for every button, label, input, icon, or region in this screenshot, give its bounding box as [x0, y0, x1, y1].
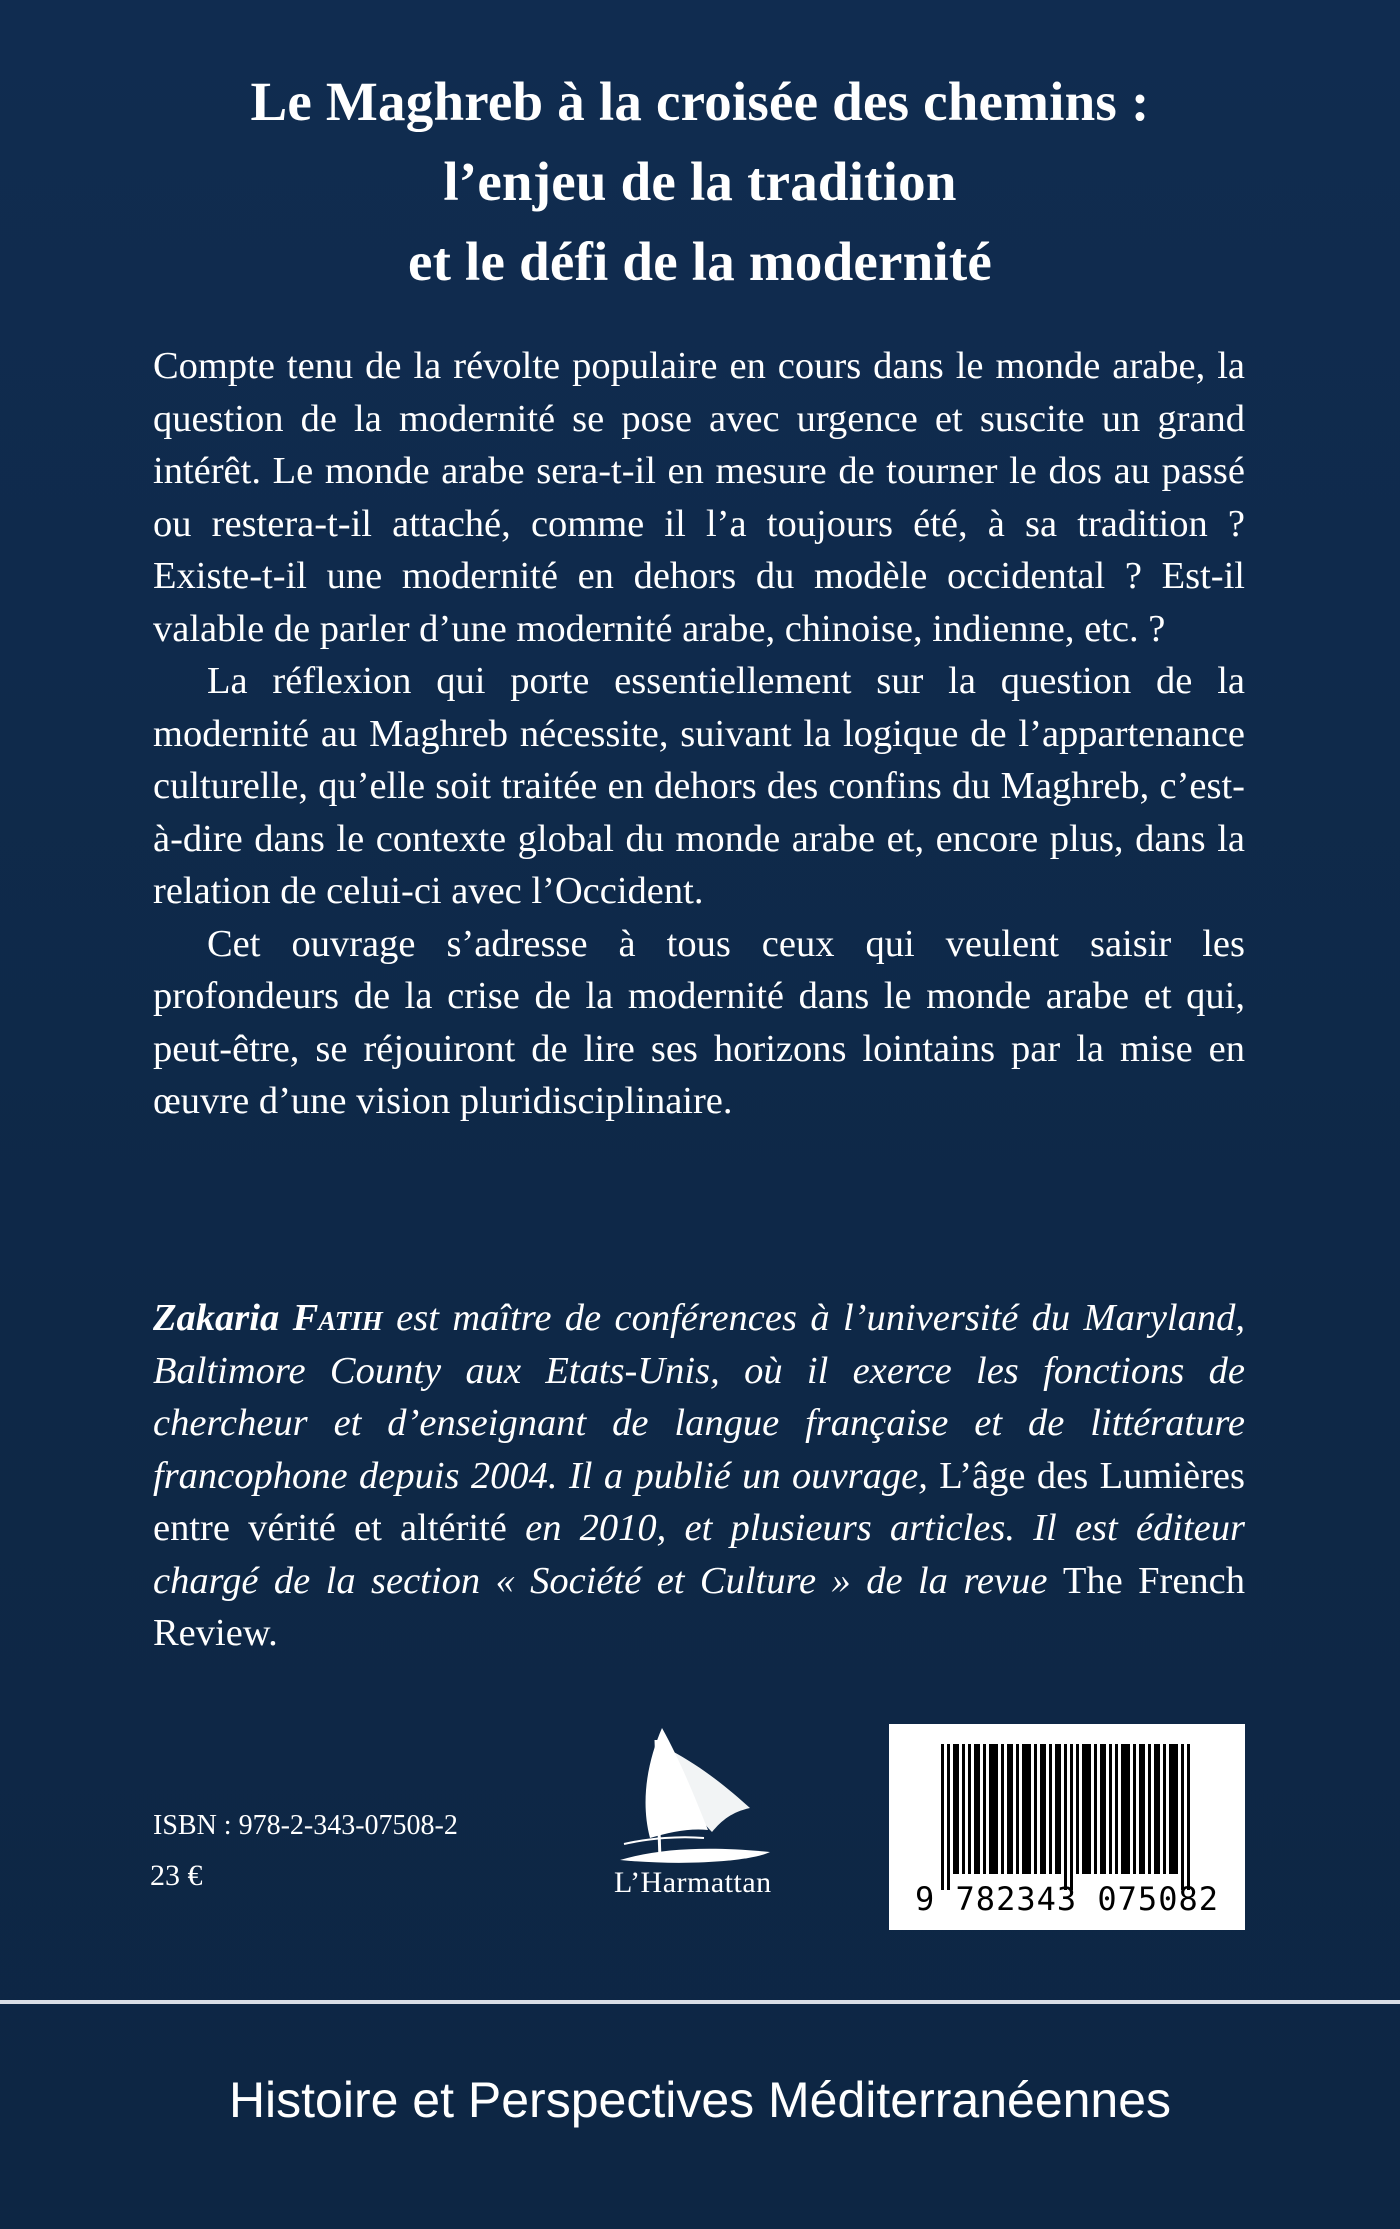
summary-text — [153, 340, 1245, 1128]
author-bio — [153, 1292, 1245, 1660]
title-line-1: Le Maghreb à la croisée des chemins : — [250, 71, 1150, 132]
title-line-3: et le défi de la modernité — [407, 231, 993, 292]
publisher-name: L’Harmattan — [614, 1866, 772, 1899]
author-last-name: Fatih — [292, 1297, 383, 1339]
book-title — [100, 62, 1300, 302]
isbn: ISBN : 978-2-343-07508-2 — [153, 1810, 458, 1841]
title-line-2: l’enjeu de la tradition — [443, 151, 957, 212]
bio-text-1: est maître de conférences à l’université du Maryland, Baltimore County aux Etats-Unis, où il exerce les fonctions de chercheur et d’enseignant de langue française et de littérature francophone depuis 2004. Il a publié un ouvrage, — [153, 1297, 1246, 1497]
barcode-number: 9 782343 075082 — [915, 1880, 1219, 1918]
divider — [0, 2000, 1400, 2004]
bio-text-2: en 2010, et plusieurs articles. Il est éditeur chargé de la section « Société et Culture » de la revue — [153, 1507, 1245, 1602]
summary-paragraph-3: Cet ouvrage s’adresse à tous ceux qui veulent saisir les profondeurs de la crise de la modernité dans le monde arabe et qui, peut-être, se réjouiront de lire ses horizons lointains par la mise en œuvre d’une vision pluridisciplinaire. — [153, 922, 1245, 1122]
bio-journal-title: The French Review — [153, 1559, 1246, 1654]
price: 23 € — [150, 1859, 203, 1892]
summary-paragraph-2: La réflexion qui porte essentiellement sur la question de la modernité au Maghreb nécessite, suivant la logique de l’appartenance culturelle, qu’elle soit traitée en dehors des confins du Maghreb, c’est-à-dire dans le contexte global du monde arabe et, encore plus, dans la relation de celui-ci avec l’Occident. — [153, 660, 1245, 912]
author-first-name: Zakaria — [153, 1297, 280, 1339]
barcode — [889, 1724, 1245, 1930]
summary-paragraph-1: Compte tenu de la révolte populaire en cours dans le monde arabe, la question de la modernité se pose avec urgence et suscite un grand intérêt. Le monde arabe sera-t-il en mesure de tourner le dos au passé ou restera-t-il attaché, comme il l’a toujours été, à sa tradition ? Existe-t-il une modernité en dehors du modèle occidental ? Est-il valable de parler d’une modernité arabe, chinoise, indienne, etc. ? — [153, 345, 1245, 650]
bio-end: . — [268, 1612, 278, 1654]
collection-name: Histoire et Perspectives Méditerranéennes — [228, 2072, 1172, 2128]
bio-book-title: L’âge des Lumières entre vérité et altérité — [153, 1454, 1245, 1549]
